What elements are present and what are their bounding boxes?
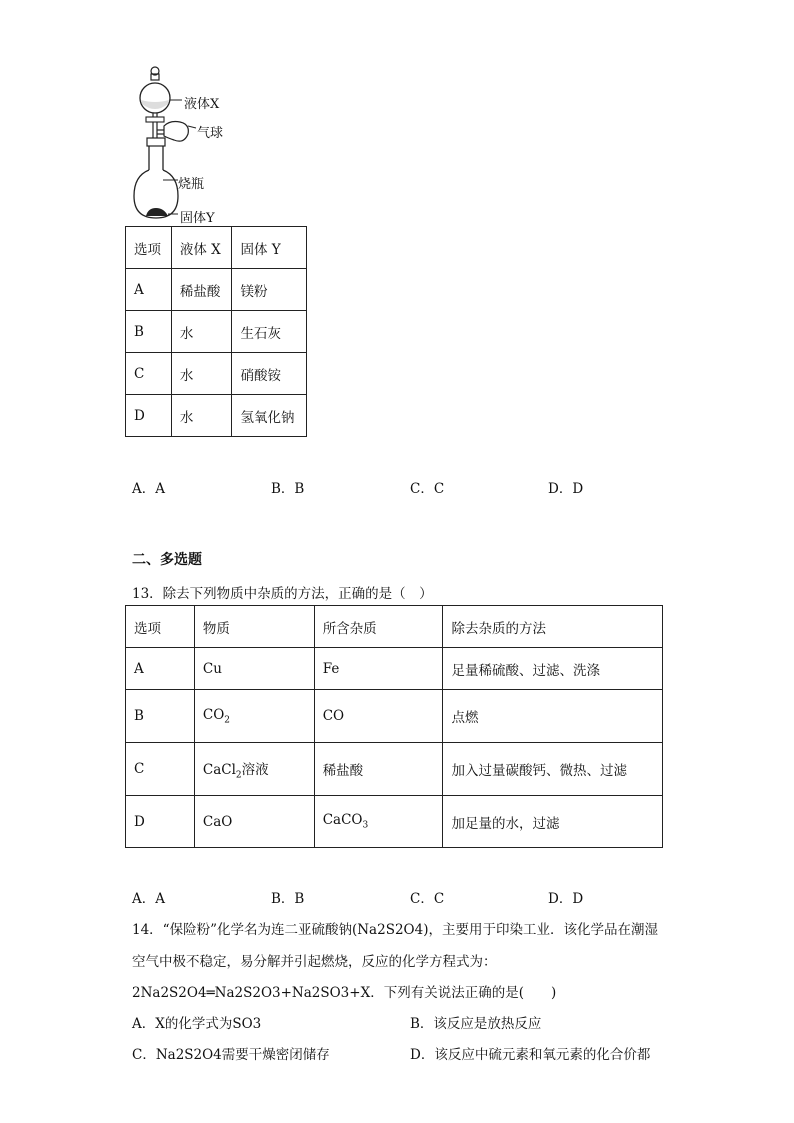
flask-apparatus-icon xyxy=(118,60,258,225)
table-row xyxy=(126,743,663,796)
option-b[interactable]: B．B xyxy=(271,891,305,907)
formula-subscript: 2 xyxy=(235,770,242,781)
table-cell: B xyxy=(126,690,195,743)
table-cell: 镁粉 xyxy=(232,269,307,311)
formula: CO xyxy=(202,706,225,723)
table-cell: 选项 xyxy=(126,227,172,269)
table-cell: 加入过量碳酸钙、微热、过滤 xyxy=(443,743,663,796)
table-cell: 固体 Y xyxy=(232,227,307,269)
option-a[interactable]: A．A xyxy=(132,481,165,497)
option-a[interactable]: A．A xyxy=(132,891,165,907)
table-cell: Cu xyxy=(194,648,314,690)
table-cell: 液体 X xyxy=(171,227,232,269)
q14-option-b[interactable]: B．该反应是放热反应 xyxy=(410,1016,542,1032)
q14-option-d[interactable]: D．该反应中硫元素和氧元素的化合价都 xyxy=(410,1047,651,1063)
q13-table xyxy=(125,605,663,848)
table-cell: A xyxy=(126,269,172,311)
table-cell: 除去杂质的方法 xyxy=(443,606,663,648)
table-row xyxy=(126,648,663,690)
table-cell: D xyxy=(126,395,172,437)
table-cell: 物质 xyxy=(194,606,314,648)
table-cell: B xyxy=(126,311,172,353)
table-row xyxy=(126,353,307,395)
table-cell: 选项 xyxy=(126,606,195,648)
table-row xyxy=(126,269,307,311)
option-d[interactable]: D．D xyxy=(548,891,584,907)
table-cell: 足量稀硫酸、过滤、洗涤 xyxy=(443,648,663,690)
option-b[interactable]: B．B xyxy=(271,481,305,497)
table-cell xyxy=(314,796,443,848)
table-header-row xyxy=(126,227,307,269)
table-cell: C xyxy=(126,743,195,796)
table-cell: CO xyxy=(314,690,443,743)
table-row xyxy=(126,311,307,353)
table-cell: 所含杂质 xyxy=(314,606,443,648)
table-cell: 加足量的水，过滤 xyxy=(443,796,663,848)
q14-line-3: 2Na2S2O4═Na2S2O3+Na2SO3+X．下列有关说法正确的是( ) xyxy=(132,985,557,1001)
q14-option-a[interactable]: A．X的化学式为SO3 xyxy=(132,1016,262,1032)
label-liquid-x: 液体X xyxy=(184,97,220,112)
option-d[interactable]: D．D xyxy=(548,481,584,497)
apparatus-diagram xyxy=(118,60,258,225)
section-title: 二、多选题 xyxy=(132,552,202,568)
formula-subscript: 3 xyxy=(362,820,369,831)
q14-line-1: 14．“保险粉”化学名为连二亚硫酸钠(Na2S2O4)，主要用于印染工业．该化学品在潮湿 xyxy=(132,922,658,938)
table-cell: Fe xyxy=(314,648,443,690)
q13-stem: 13．除去下列物质中杂质的方法，正确的是（ ） xyxy=(132,586,433,602)
table-header-row xyxy=(126,606,663,648)
table-cell: 水 xyxy=(171,311,232,353)
option-c[interactable]: C．C xyxy=(410,481,445,497)
table-cell: 稀盐酸 xyxy=(314,743,443,796)
label-solid-y: 固体Y xyxy=(180,211,215,226)
table-cell: C xyxy=(126,353,172,395)
table-cell: 点燃 xyxy=(443,690,663,743)
label-balloon: 气球 xyxy=(197,126,224,141)
q12-table xyxy=(125,226,307,437)
table-cell: A xyxy=(126,648,195,690)
table-cell: 生石灰 xyxy=(232,311,307,353)
table-cell xyxy=(194,690,314,743)
table-row xyxy=(126,690,663,743)
table-cell: D xyxy=(126,796,195,848)
table-cell: 稀盐酸 xyxy=(171,269,232,311)
formula: CaCl xyxy=(202,761,236,778)
table-cell: 氢氧化钠 xyxy=(232,395,307,437)
formula-tail: 溶液 xyxy=(241,761,269,778)
table-row xyxy=(126,395,307,437)
table-cell xyxy=(194,743,314,796)
label-flask: 烧瓶 xyxy=(178,177,205,192)
table-cell: 水 xyxy=(171,353,232,395)
table-cell: 水 xyxy=(171,395,232,437)
option-c[interactable]: C．C xyxy=(410,891,445,907)
table-row xyxy=(126,796,663,848)
q14-line-2: 空气中极不稳定，易分解并引起燃烧，反应的化学方程式为： xyxy=(132,954,497,970)
formula-subscript: 2 xyxy=(224,715,231,726)
table-cell: 硝酸铵 xyxy=(232,353,307,395)
formula: CaCO xyxy=(322,812,363,829)
table-cell: CaO xyxy=(194,796,314,848)
q14-option-c[interactable]: C．Na2S2O4需要干燥密闭储存 xyxy=(132,1047,330,1063)
